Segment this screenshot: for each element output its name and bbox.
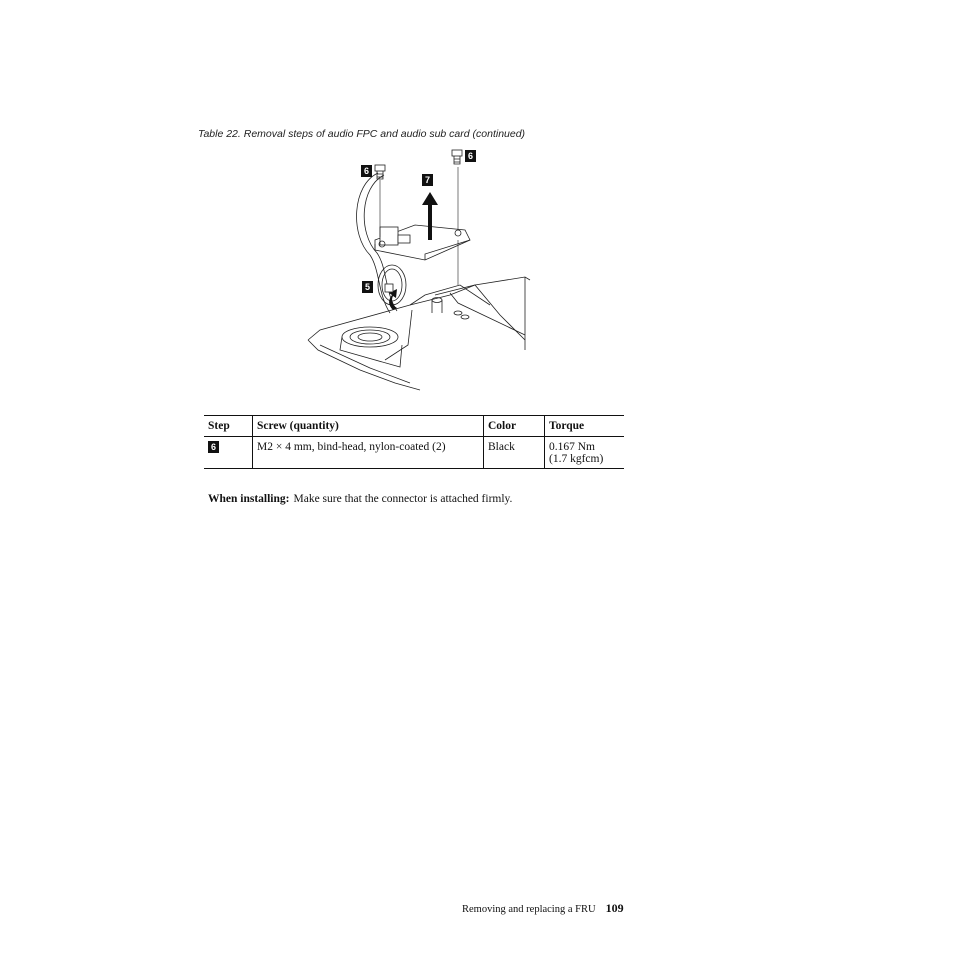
cell-step <box>204 437 253 469</box>
cell-torque <box>545 437 625 469</box>
torque-kgfcm: (1.7 kgfcm) <box>549 453 604 465</box>
table-header-row <box>204 416 624 437</box>
torque-nm: 0.167 Nm <box>549 441 595 453</box>
header-torque: Torque <box>545 416 625 437</box>
screw-spec-table <box>204 415 624 469</box>
header-screw: Screw (quantity) <box>253 416 484 437</box>
installation-note <box>208 493 512 505</box>
callout-step-6-right: 6 <box>465 150 476 162</box>
audio-card-diagram <box>300 145 535 395</box>
cell-screw: M2 × 4 mm, bind-head, nylon-coated (2) <box>253 437 484 469</box>
note-label: When installing: <box>208 493 290 505</box>
table-caption: Table 22. Removal steps of audio FPC and audio sub card (continued) <box>198 128 526 140</box>
callout-step-7: 7 <box>422 174 433 186</box>
cell-color: Black <box>484 437 545 469</box>
callout-step-6-left: 6 <box>361 165 372 177</box>
note-text: Make sure that the connector is attached firmly. <box>293 493 513 505</box>
callout-step-5: 5 <box>362 281 373 293</box>
removal-illustration <box>300 145 535 395</box>
step-badge: 6 <box>208 441 219 453</box>
table-row <box>204 437 624 469</box>
header-color: Color <box>484 416 545 437</box>
page-footer <box>462 901 624 916</box>
footer-section: Removing and replacing a FRU <box>462 904 596 915</box>
header-step: Step <box>204 416 253 437</box>
page-number: 109 <box>605 901 624 915</box>
